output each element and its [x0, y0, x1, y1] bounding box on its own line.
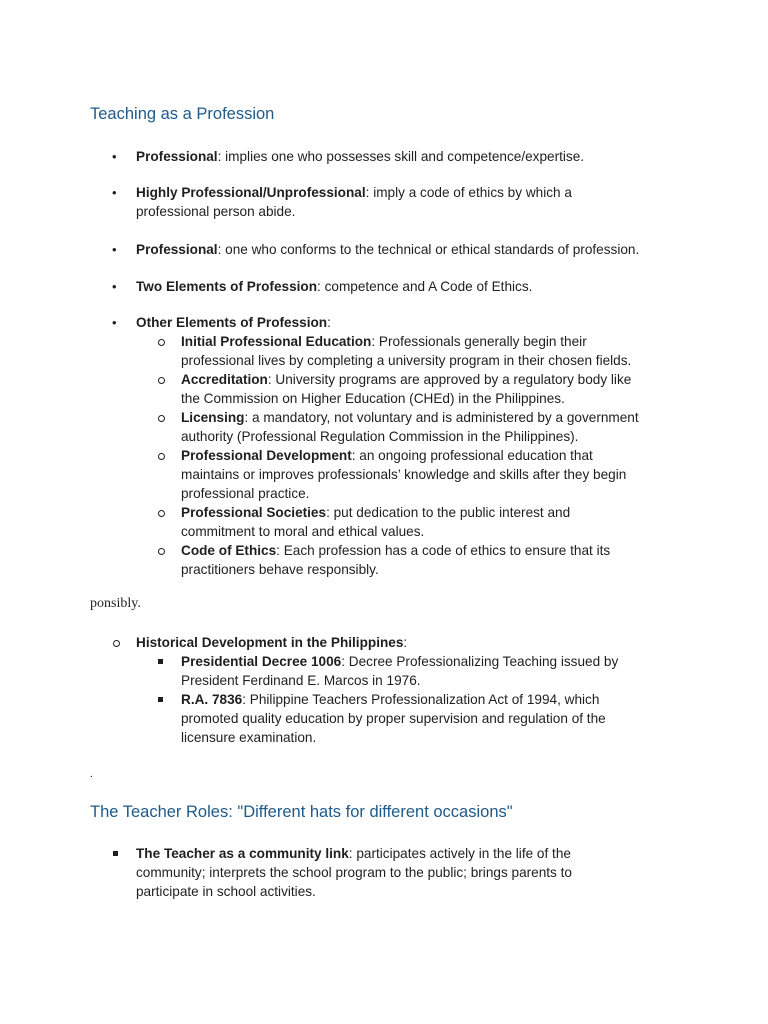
term-label: Highly Professional/Unprofessional	[136, 185, 366, 200]
bullet-circle	[158, 541, 166, 560]
list-item	[136, 277, 532, 296]
term-description: : participates actively in the life of the	[348, 846, 571, 861]
term-description-cont: professional lives by completing a university program in their chosen fields.	[181, 353, 632, 368]
term-label: Other Elements of Profession	[136, 315, 328, 330]
bullet-circle	[158, 408, 166, 427]
sub-list-item	[181, 652, 618, 690]
term-label: Licensing	[181, 410, 245, 425]
term-description: : University programs are approved by a regulatory body like	[267, 372, 632, 387]
term-description: : put dedication to the public interest and	[326, 505, 571, 520]
sub-list-item	[181, 541, 610, 579]
term-description: : Decree Professionalizing Teaching issued by	[341, 654, 619, 669]
term-description-cont: commitment to moral and ethical values.	[181, 524, 425, 539]
list-item	[136, 633, 407, 652]
term-description-cont: maintains or improves professionals’ knowledge and skills after they begin	[181, 467, 627, 482]
term-description: :	[403, 635, 408, 650]
term-description-cont: authority (Professional Regulation Commission in the Philippines).	[181, 429, 579, 444]
term-description-cont: professional practice.	[181, 486, 310, 501]
bullet-circle	[113, 633, 121, 652]
bullet-dot	[112, 240, 117, 259]
list-item	[136, 183, 572, 221]
sub-list-item	[181, 332, 631, 370]
term-description: : a mandatory, not voluntary and is administered by a government	[244, 410, 639, 425]
term-label: Professional Development	[181, 448, 352, 463]
term-description: : one who conforms to the technical or ethical standards of profession.	[217, 242, 640, 257]
term-description: : imply a code of ethics by which a	[365, 185, 572, 200]
term-label: Historical Development in the Philippines	[136, 635, 404, 650]
term-label: Two Elements of Profession	[136, 279, 318, 294]
sub-list-item	[181, 408, 639, 446]
sub-list-item	[181, 446, 626, 503]
bullet-dot	[112, 183, 117, 202]
bullet-square	[158, 690, 166, 709]
section-heading-profession: Teaching as a Profession	[90, 105, 275, 123]
term-label: R.A. 7836	[181, 692, 243, 707]
bullet-circle	[158, 503, 166, 522]
term-description: : implies one who possesses skill and competence/expertise.	[217, 149, 585, 164]
bullet-circle	[158, 370, 166, 389]
bullet-square	[113, 844, 121, 863]
stray-dot: .	[90, 768, 93, 780]
bullet-square	[158, 652, 166, 671]
list-item	[136, 844, 572, 901]
term-description-cont: President Ferdinand E. Marcos in 1976.	[181, 673, 421, 688]
sub-list-item	[181, 370, 631, 408]
term-label: Accreditation	[181, 372, 268, 387]
term-description: : competence and A Code of Ethics.	[317, 279, 533, 294]
stray-text: ponsibly.	[90, 596, 141, 611]
term-label: Professional	[136, 242, 218, 257]
term-description-cont: promoted quality education by proper supervision and regulation of the	[181, 711, 606, 726]
sub-list-item	[181, 690, 606, 747]
sub-list-item	[181, 503, 570, 541]
bullet-circle	[158, 446, 166, 465]
term-description-cont: licensure examination.	[181, 730, 317, 745]
term-description-cont: practitioners behave responsibly.	[181, 562, 379, 577]
list-item	[136, 313, 331, 332]
term-description-cont: community; interprets the school program to the public; brings parents to	[136, 865, 572, 880]
term-description-cont: the Commission on Higher Education (CHEd) in the Philippines.	[181, 391, 565, 406]
list-item	[136, 147, 584, 166]
bullet-dot	[112, 313, 117, 332]
term-label: Professional	[136, 149, 218, 164]
term-description: : an ongoing professional education that	[351, 448, 593, 463]
term-label: Professional Societies	[181, 505, 327, 520]
bullet-dot	[112, 147, 117, 166]
term-label: Code of Ethics	[181, 543, 277, 558]
section-heading-teacher-roles: The Teacher Roles: "Different hats for different occasions"	[90, 803, 513, 821]
term-description-cont: participate in school activities.	[136, 884, 316, 899]
bullet-dot	[112, 277, 117, 296]
term-label: The Teacher as a community link	[136, 846, 349, 861]
term-label: Initial Professional Education	[181, 334, 372, 349]
term-description: : Professionals generally begin their	[371, 334, 587, 349]
term-description-cont: professional person abide.	[136, 204, 296, 219]
bullet-circle	[158, 332, 166, 351]
term-description: : Each profession has a code of ethics to ensure that its	[276, 543, 611, 558]
list-item	[136, 240, 639, 259]
term-description: :	[327, 315, 331, 330]
term-description: : Philippine Teachers Professionalization Act of 1994, which	[242, 692, 600, 707]
term-label: Presidential Decree 1006	[181, 654, 342, 669]
